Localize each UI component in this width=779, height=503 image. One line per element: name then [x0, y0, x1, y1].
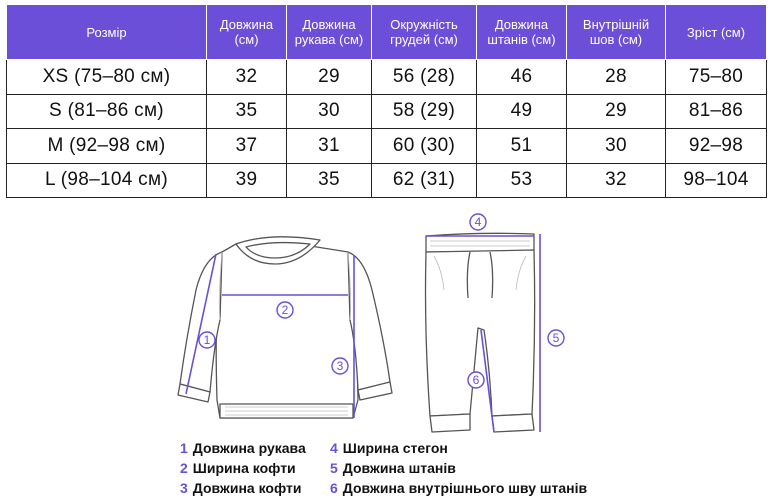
- cell: 29: [287, 60, 372, 95]
- cell: 31: [287, 129, 372, 164]
- cell: 98–104: [666, 163, 767, 198]
- legend-number: 3: [180, 480, 188, 496]
- cell: 30: [287, 94, 372, 129]
- marker-4: [470, 214, 486, 230]
- cell: L (98–104 см): [7, 163, 207, 198]
- cell: 49: [477, 94, 567, 129]
- legend-item-1: [180, 439, 306, 457]
- marker-2: [277, 302, 293, 318]
- legend-number: 6: [330, 480, 338, 496]
- marker-6: [468, 372, 484, 388]
- cell: 81–86: [666, 94, 767, 129]
- legend-text: Довжина рукава: [192, 440, 306, 456]
- legend-number: 4: [330, 440, 338, 456]
- marker-3: [332, 358, 348, 374]
- cell: 62 (31): [372, 163, 477, 198]
- header-sleeve-length: Довжина рукава (см): [287, 5, 372, 60]
- cell: 35: [207, 94, 287, 129]
- legend-text: Довжина кофти: [192, 480, 302, 496]
- header-chest: Окружність грудей (см): [372, 5, 477, 60]
- measurement-legend: [180, 439, 779, 501]
- cell: 37: [207, 129, 287, 164]
- marker-1-label: 1: [203, 333, 211, 347]
- cell: 35: [287, 163, 372, 198]
- marker-3-label: 3: [336, 359, 344, 373]
- cell: 92–98: [666, 129, 767, 164]
- cell: M (92–98 см): [7, 129, 207, 164]
- legend-item-3: [180, 479, 301, 497]
- marker-6-label: 6: [472, 373, 480, 387]
- legend-text: Ширина стегон: [342, 440, 448, 456]
- marker-5-label: 5: [552, 331, 560, 345]
- cell: 60 (30): [372, 129, 477, 164]
- header-height: Зріст (см): [666, 5, 767, 60]
- legend-number: 2: [180, 460, 188, 476]
- header-length: Довжина (см): [207, 5, 287, 60]
- header-inseam: Внутрішній шов (см): [567, 5, 666, 60]
- legend-text: Довжина внутрішнього шву штанів: [342, 480, 588, 496]
- legend-item-5: [330, 459, 456, 477]
- cell: 28: [567, 60, 666, 95]
- legend-number: 5: [330, 460, 338, 476]
- cell: 56 (28): [372, 60, 477, 95]
- legend-text: Ширина кофти: [192, 460, 296, 476]
- cell: 32: [567, 163, 666, 198]
- header-pants-length: Довжина штанів (см): [477, 5, 567, 60]
- cell: 53: [477, 163, 567, 198]
- cell: XS (75–80 см): [7, 60, 207, 95]
- marker-4-label: 4: [474, 215, 482, 229]
- legend-item-2: [180, 459, 296, 477]
- marker-1: [199, 332, 215, 348]
- cell: 58 (29): [372, 94, 477, 129]
- marker-2-label: 2: [281, 303, 289, 317]
- legend-text: Довжина штанів: [342, 460, 456, 476]
- cell: 75–80: [666, 60, 767, 95]
- marker-5: [548, 330, 564, 346]
- cell: 51: [477, 129, 567, 164]
- cell: S (81–86 см): [7, 94, 207, 129]
- legend-item-4: [330, 439, 448, 457]
- legend-number: 1: [180, 440, 188, 456]
- cell: 29: [567, 94, 666, 129]
- header-size: Розмір: [7, 5, 207, 60]
- pants-illustration: [426, 233, 535, 432]
- legend-item-6: [330, 479, 587, 497]
- cell: 32: [207, 60, 287, 95]
- cell: 39: [207, 163, 287, 198]
- cell: 30: [567, 129, 666, 164]
- sweatshirt-illustration: [178, 237, 392, 418]
- cell: 46: [477, 60, 567, 95]
